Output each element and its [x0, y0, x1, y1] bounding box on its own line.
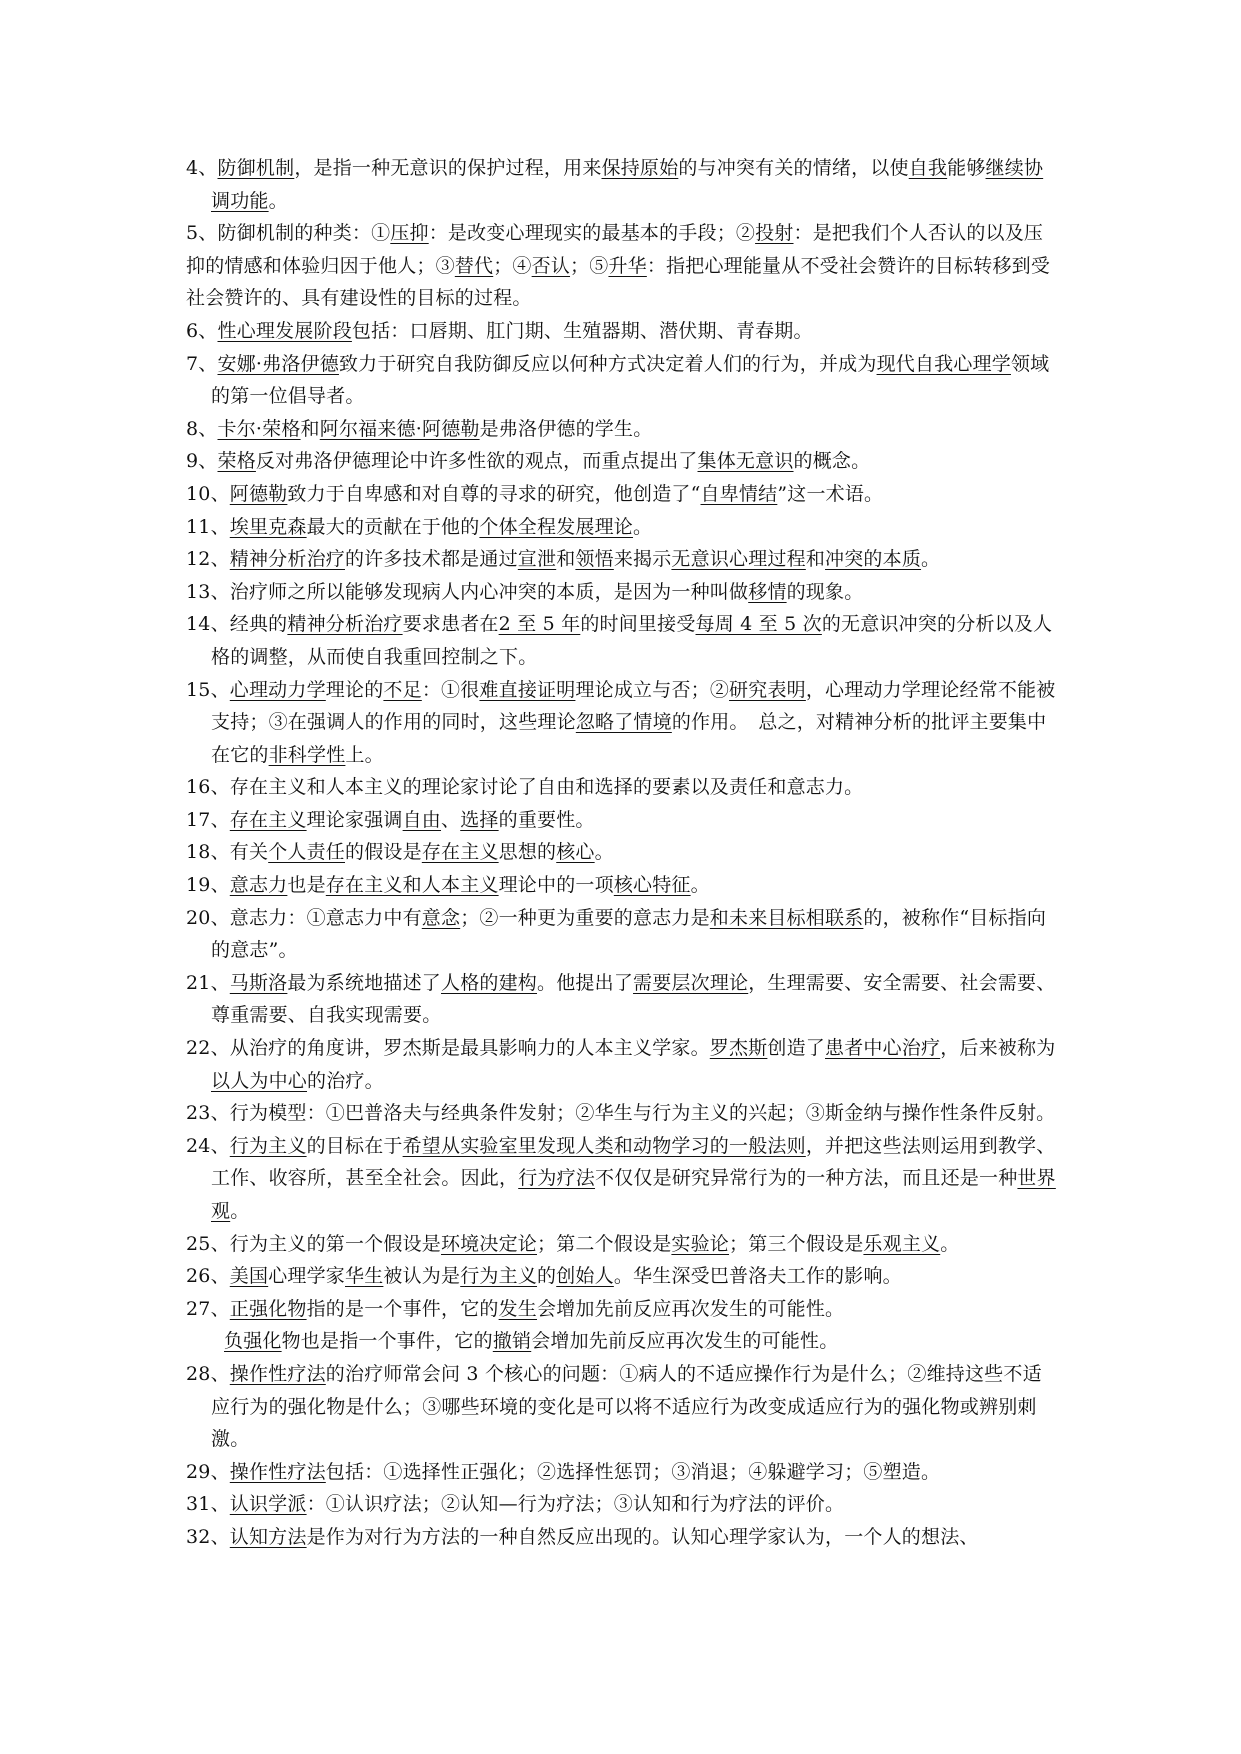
text-segment: 和 — [805, 548, 826, 571]
list-item — [186, 511, 1056, 544]
underlined-term: 升华 — [608, 254, 647, 277]
underlined-term: 意念 — [421, 906, 461, 929]
underlined-term: 卡尔·荣格 — [217, 417, 301, 440]
list-item — [186, 543, 1056, 576]
text-segment: 理论的 — [325, 678, 384, 701]
underlined-term: 移情 — [748, 580, 787, 603]
list-item — [186, 1325, 1056, 1358]
text-segment: 26、 — [186, 1265, 230, 1288]
underlined-term: 难直接证明 — [479, 678, 576, 701]
text-segment: 23、行为模型：①巴普洛夫与经典条件发射；②华生与行为主义的兴起；③斯金纳与操作性条件反射。 — [186, 1102, 1056, 1125]
underlined-term: 自由 — [402, 808, 442, 831]
underlined-term: 行为主义 — [229, 1134, 307, 1157]
text-segment: 理论成立与否；② — [575, 678, 730, 701]
text-segment: 17、 — [186, 808, 230, 831]
underlined-term: 继续协调功能 — [211, 157, 1044, 212]
text-segment: 是作为对行为方法的一种自然反应出现的。认知心理学家认为，一个人的想法、 — [306, 1525, 979, 1548]
text-segment: 致力于研究自我防御反应以何种方式决定着人们的行为，并成为 — [338, 352, 877, 375]
underlined-term: 安娜·弗洛伊德 — [217, 352, 339, 375]
underlined-term: 华生 — [345, 1265, 384, 1288]
text-segment: 的目标在于 — [306, 1134, 403, 1157]
text-segment: 22、从治疗的角度讲，罗杰斯是最具影响力的人本主义学家。 — [186, 1037, 710, 1060]
text-segment: 的许多技术都是通过 — [344, 548, 518, 571]
underlined-term: 希望从实验室里发现人类和动物学习的一般法则 — [402, 1134, 806, 1157]
underlined-term: 投射 — [755, 222, 794, 245]
text-segment: 13、治疗师之所以能够发现病人内心冲突的本质，是因为一种叫做 — [186, 580, 749, 603]
underlined-term: 发生 — [498, 1297, 538, 1320]
text-segment: 反对弗洛伊德理论中许多性欲的观点，而重点提出了 — [255, 450, 698, 473]
text-segment: 的概念。 — [793, 450, 871, 473]
text-segment: 25、行为主义的第一个假设是 — [186, 1232, 441, 1255]
text-segment: ；④ — [493, 254, 532, 277]
text-segment: 来揭示 — [613, 548, 672, 571]
text-segment: 21、 — [186, 971, 230, 994]
list-item — [186, 1097, 1056, 1130]
text-segment: 理论家强调 — [306, 808, 403, 831]
underlined-term: 患者中心治疗 — [825, 1037, 941, 1060]
underlined-term: 不足 — [383, 678, 422, 701]
text-segment: 。 — [230, 1200, 250, 1222]
list-item — [186, 1293, 1056, 1326]
underlined-term: 乐观主义 — [863, 1232, 941, 1255]
text-segment: 11、 — [186, 515, 230, 538]
underlined-term: 防御机制 — [217, 157, 295, 179]
underlined-term: 存在主义 — [421, 841, 499, 864]
text-segment: 10、 — [186, 482, 230, 505]
text-segment: ”这一术语。 — [777, 482, 884, 505]
text-segment: 最为系统地描述了 — [287, 971, 441, 994]
text-segment: 被认为是 — [383, 1265, 461, 1288]
text-segment: 18、有关 — [186, 841, 269, 864]
text-segment: 领域的第一位倡导者。 — [211, 352, 1050, 408]
text-segment: 。 — [594, 841, 614, 864]
underlined-term: 马斯洛 — [229, 971, 288, 994]
list-item — [186, 1260, 1056, 1293]
text-segment: 上。 — [345, 743, 384, 766]
text-segment: 的重要性。 — [498, 808, 595, 831]
list-item — [186, 902, 1056, 967]
underlined-term: 负强化 — [224, 1330, 282, 1353]
underlined-term: 压抑 — [390, 222, 429, 245]
list-item — [186, 869, 1056, 902]
text-segment: 致力于自卑感和对自尊的寻求的研究，他创造了“ — [287, 482, 701, 505]
underlined-term: 以人为中心 — [211, 1069, 308, 1092]
underlined-term: 冲突的本质 — [825, 548, 922, 571]
underlined-term: 精神分析治疗 — [229, 548, 345, 571]
list-item — [186, 1521, 1056, 1554]
text-segment: 指的是一个事件，它的 — [306, 1297, 499, 1320]
text-segment: 的时间里接受 — [580, 613, 696, 636]
text-segment: 。他提出了 — [537, 971, 634, 994]
underlined-term: 心理动力学 — [229, 678, 326, 701]
underlined-term: 行为主义 — [460, 1265, 538, 1288]
text-segment: ：①认识疗法；②认知—行为疗法；③认知和行为疗法的评价。 — [306, 1493, 845, 1516]
text-segment: 的现象。 — [786, 580, 864, 603]
text-segment: 的，被称作“目标指向的意志”。 — [211, 906, 1047, 962]
text-segment: 19、 — [186, 874, 230, 897]
list-item — [186, 217, 1056, 315]
list-item — [186, 836, 1056, 869]
list-item — [186, 967, 1056, 1032]
underlined-term: 荣格 — [217, 450, 256, 473]
underlined-term: 个体全程发展理论 — [479, 515, 634, 538]
underlined-term: 核心特征 — [613, 874, 691, 897]
underlined-term: 和未来目标相联系 — [709, 906, 864, 929]
text-segment: ，生理需要、安全需要、社会需要、尊重需要、自我实现需要。 — [211, 971, 1056, 1027]
text-segment: ；②一种更为重要的意志力是 — [460, 906, 710, 929]
text-segment: 14、经典的 — [186, 613, 288, 636]
text-segment: 6、 — [186, 319, 218, 342]
list-item — [186, 1228, 1056, 1261]
underlined-term: 忽略了情境 — [575, 711, 672, 734]
text-segment: 8、 — [186, 417, 218, 440]
text-segment: 的作用。 总之，对精神分析的批评主要集中在它的 — [211, 711, 1047, 766]
text-segment: 包括：①选择性正强化；②选择性惩罚；③消退；④躲避学习；⑤塑造。 — [325, 1460, 941, 1483]
text-segment: 的与冲突有关的情绪，以使 — [678, 157, 909, 179]
text-segment: 。 — [268, 189, 288, 212]
list-item — [186, 1358, 1056, 1456]
underlined-term: 罗杰斯 — [709, 1037, 768, 1060]
underlined-term: 宣泄 — [517, 548, 557, 571]
text-segment: 的假设是 — [345, 841, 422, 864]
text-segment: 会增加先前反应再次发生的可能性。 — [537, 1297, 845, 1320]
list-item — [186, 576, 1056, 609]
text-segment: 要求患者在 — [402, 613, 499, 636]
underlined-term: 行为疗法 — [518, 1167, 596, 1190]
text-segment: 7、 — [186, 352, 218, 375]
text-segment: 31、 — [186, 1493, 230, 1516]
list-item — [186, 478, 1056, 511]
list-item — [186, 152, 1056, 217]
text-segment: 物也是指一个事件，它的 — [281, 1330, 493, 1353]
text-segment: ：指把心理能量从不受社会赞许的目标转移到受社会赞许的、具有建设性的目标的过程。 — [186, 254, 1051, 310]
text-segment: 。 — [633, 515, 653, 538]
text-segment: ；第二个假设是 — [537, 1232, 672, 1255]
text-segment: 包括：口唇期、肛门期、生殖器期、潜伏期、青春期。 — [351, 319, 813, 342]
underlined-term: 认知方法 — [229, 1525, 307, 1548]
text-segment: 12、 — [186, 548, 230, 571]
underlined-term: 每周 4 至 5 次 — [695, 613, 822, 636]
text-segment: ；第三个假设是 — [729, 1232, 864, 1255]
underlined-term: 无意识心理过程 — [671, 548, 806, 571]
document-body — [186, 152, 1056, 1554]
list-item — [186, 413, 1056, 446]
list-item — [186, 315, 1056, 348]
underlined-term: 世界观 — [211, 1167, 1056, 1222]
underlined-term: 替代 — [454, 254, 494, 277]
text-segment: 也是 — [287, 874, 326, 897]
text-segment: 20、意志力：①意志力中有 — [186, 906, 422, 929]
underlined-term: 阿德勒 — [229, 482, 288, 505]
underlined-term: 现代自我心理学 — [876, 352, 1011, 375]
text-segment: 理论中的一项 — [498, 874, 614, 897]
text-segment: ，并把这些法则运用到教学、工作、收容所，甚至全社会。因此， — [211, 1134, 1056, 1190]
underlined-term: 2 至 5 年 — [498, 613, 581, 636]
text-segment: 15、 — [186, 678, 230, 701]
text-segment: 。 — [940, 1232, 960, 1255]
text-segment: 、 — [441, 808, 461, 831]
text-segment: 的 — [537, 1265, 557, 1288]
text-segment: 27、 — [186, 1297, 230, 1320]
text-segment: 9、 — [186, 450, 218, 473]
underlined-term: 核心 — [556, 841, 595, 864]
underlined-term: 实验论 — [671, 1232, 730, 1255]
underlined-term: 撤销 — [492, 1330, 532, 1353]
text-segment: 和 — [300, 417, 320, 440]
text-segment: ：是改变心理现实的最基本的手段；② — [428, 222, 756, 245]
text-segment: 24、 — [186, 1134, 230, 1157]
text-segment: ，后来被称为 — [940, 1037, 1056, 1060]
text-segment: ，心理动力学理论经常不能被支持；③在强调人的作用的同时，这些理论 — [211, 678, 1056, 734]
underlined-term: 集体无意识 — [697, 450, 794, 473]
text-segment: ，是指一种无意识的保护过程，用来 — [294, 157, 602, 179]
text-segment: ：①很 — [421, 678, 480, 701]
text-segment: 28、 — [186, 1362, 230, 1385]
underlined-term: 否认 — [531, 254, 571, 277]
underlined-term: 非科学性 — [268, 743, 346, 766]
list-item — [186, 1130, 1056, 1228]
text-segment: 。 — [921, 548, 941, 571]
underlined-term: 人格的建构 — [441, 971, 538, 994]
text-segment: 会增加先前反应再次发生的可能性。 — [531, 1330, 839, 1353]
list-item — [186, 674, 1056, 772]
underlined-term: 操作性疗法 — [229, 1362, 326, 1385]
underlined-term: 存在主义 — [229, 808, 307, 831]
underlined-term: 埃里克森 — [229, 515, 307, 538]
list-item — [186, 804, 1056, 837]
text-segment: 创造了 — [767, 1037, 825, 1060]
text-segment: 心理学家 — [268, 1265, 345, 1288]
underlined-term: 个人责任 — [268, 841, 345, 864]
text-segment: 的治疗。 — [307, 1069, 384, 1092]
text-segment: 的无意识冲突的分析以及人格的调整，从而使自我重回控制之下。 — [211, 613, 1053, 668]
list-item — [186, 348, 1056, 413]
underlined-term: 性心理发展阶段 — [217, 319, 352, 342]
text-segment: 。华生深受巴普洛夫工作的影响。 — [613, 1265, 902, 1288]
text-segment: 的治疗师常会问 3 个核心的问题：①病人的不适应操作行为是什么；②维持这些不适应行为的强化物是什么；③哪些环境的变化是可以将不适应行为改变成适应行为的强化物或辨别刺激。 — [211, 1362, 1042, 1451]
text-segment: ；⑤ — [570, 254, 609, 277]
list-item — [186, 1032, 1056, 1097]
text-segment: 29、 — [186, 1460, 230, 1483]
underlined-term: 操作性疗法 — [229, 1460, 326, 1483]
underlined-term: 认识学派 — [229, 1493, 307, 1516]
list-item — [186, 771, 1056, 804]
text-segment: 32、 — [186, 1525, 230, 1548]
underlined-term: 环境决定论 — [440, 1232, 537, 1255]
underlined-term: 保持原始 — [601, 157, 679, 179]
underlined-term: 研究表明 — [729, 678, 806, 701]
text-segment: 能够 — [947, 157, 986, 179]
list-item — [186, 608, 1056, 673]
underlined-term: 存在主义和人本主义 — [325, 874, 499, 897]
text-segment: 16、存在主义和人本主义的理论家讨论了自由和选择的要素以及责任和意志力。 — [186, 776, 864, 799]
underlined-term: 领悟 — [575, 548, 614, 571]
list-item — [186, 1488, 1056, 1521]
text-segment: ：是把我们个人否认的以及压抑的情感和体验归因于他人；③ — [186, 222, 1044, 277]
text-segment: 和 — [556, 548, 576, 571]
list-item — [186, 445, 1056, 478]
underlined-term: 选择 — [460, 808, 499, 831]
underlined-term: 正强化物 — [229, 1297, 307, 1320]
text-segment: 4、 — [186, 157, 218, 179]
text-segment: 5、防御机制的种类：① — [186, 222, 391, 245]
text-segment: 。 — [690, 874, 710, 897]
text-segment: 是弗洛伊德的学生。 — [479, 417, 653, 440]
list-item — [186, 1456, 1056, 1489]
underlined-term: 美国 — [229, 1265, 269, 1288]
text-segment: 最大的贡献在于他的 — [306, 515, 480, 538]
underlined-term: 精神分析治疗 — [287, 613, 403, 636]
text-segment: 思想的 — [498, 841, 557, 864]
underlined-term: 阿尔福来德·阿德勒 — [319, 417, 480, 440]
underlined-term: 意志力 — [229, 874, 288, 897]
underlined-term: 创始人 — [556, 1265, 614, 1288]
underlined-term: 需要层次理论 — [633, 971, 749, 994]
text-segment: 不仅仅是研究异常行为的一种方法，而且还是一种 — [595, 1167, 1018, 1190]
underlined-term: 自卑情结 — [700, 482, 778, 505]
underlined-term: 自我 — [908, 157, 948, 179]
